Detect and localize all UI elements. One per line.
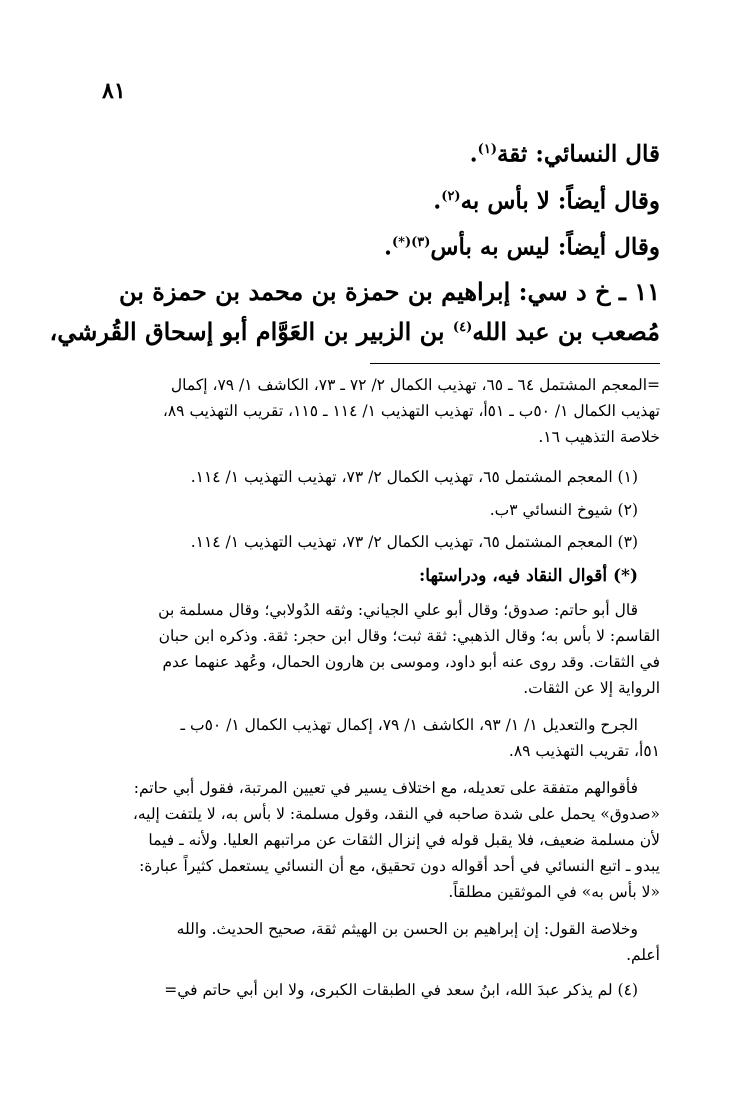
- analysis-paragraph-line: لأن مسلمة ضعيف، فلا يقبل قوله في إنزال الثقات عن مراتبهم العليا. ولأنه ـ فيما: [148, 831, 660, 849]
- sources-paragraph-line: ٥١أ، تقريب التهذيب ٨٩.: [508, 742, 660, 760]
- critics-heading: (*) أقوال النقاد فيه، ودراستها:: [419, 566, 638, 586]
- footnote-ref[interactable]: (٣)(*): [392, 235, 431, 250]
- footnote-continuation: تهذيب الكمال ١/ ٥٠ب ـ ٥١أ، تهذيب التهذيب ١/ ١١٤ ـ ١١٥، تقريب التهذيب ٨٩،: [162, 402, 660, 420]
- punctuation: .: [384, 233, 393, 261]
- footnote-2: (٢) شيوخ النسائي ٣ب.: [489, 501, 638, 519]
- footnote-continuation: خلاصة التذهيب ١٦.: [538, 428, 660, 446]
- narrator-line-2: [88, 183, 660, 216]
- footnote-ref[interactable]: (٢): [441, 189, 461, 204]
- analysis-paragraph-line: «صدوق» يحمل على شدة صاحبه في النقد، وقول مسلمة: لا بأس به، لا يلتفت إليه،: [132, 805, 660, 823]
- entry-heading-text: ١١ ـ خ د سي: إبراهيم بن حمزة بن محمد بن حمزة بن: [118, 277, 660, 306]
- analysis-paragraph-line: فأقوالهم متفقة على تعديله، مع اختلاف يسير في تعيين المرتبة، فقول أبي حاتم:: [133, 779, 638, 797]
- narrator-line-3: [88, 229, 660, 262]
- footnote-3: (٣) المعجم المشتمل ٦٥، تهذيب الكمال ٢/ ٧٣، تهذيب التهذيب ١/ ١١٤.: [190, 533, 638, 551]
- punctuation: .: [433, 187, 442, 215]
- footnote-divider: [370, 363, 660, 364]
- critics-paragraph-line: قال أبو حاتم: صدوق؛ وقال أبو علي الجياني: وثقه الدُولابي؛ وقال مسلمة بن: [158, 601, 638, 619]
- narrator-line-1: [88, 136, 660, 169]
- punctuation: .: [469, 140, 478, 168]
- entry-heading-text: بن الزبير بن العَوَّام أبو إسحاق القُرشي،: [49, 317, 453, 346]
- footnote-ref[interactable]: (٤): [452, 320, 473, 335]
- entry-heading-line-1: [88, 278, 660, 306]
- quote-text: قال النسائي: ثقة: [496, 140, 660, 168]
- entry-heading-line-2: [49, 314, 660, 346]
- quote-text: وقال أيضاً: لا بأس به: [460, 187, 660, 215]
- footnote-ref[interactable]: (١): [477, 142, 497, 157]
- page-number: ٨١: [102, 78, 126, 104]
- critics-paragraph-line: في الثقات. وقد روى عنه أبو داود، وموسى بن هارون الحمال، وعُهد عنهما عدم: [162, 653, 660, 671]
- analysis-paragraph-line: «لا بأس به» في الموثقين مطلقاً.: [448, 883, 660, 901]
- entry-heading-text: مُصعب بن عبد الله: [472, 317, 660, 346]
- conclusion-paragraph-line: وخلاصة القول: إن إبراهيم بن الحسن بن الهيثم ثقة، صحيح الحديث. والله: [176, 920, 638, 938]
- conclusion-paragraph-line: أعلم.: [626, 946, 660, 964]
- footnote-1: (١) المعجم المشتمل ٦٥، تهذيب الكمال ٢/ ٧٣، تهذيب التهذيب ١/ ١١٤.: [190, 468, 638, 486]
- critics-paragraph-line: القاسم: لا بأس به؛ وقال الذهبي: ثقة ثبت؛ وقال ابن حجر: ثقة. وذكره ابن حبان: [158, 627, 660, 645]
- sources-paragraph-line: الجرح والتعديل ١/ ١/ ٩٣، الكاشف ١/ ٧٩، إكمال تهذيب الكمال ١/ ٥٠ب ـ: [180, 716, 638, 734]
- quote-text: وقال أيضاً: ليس به بأس: [430, 233, 660, 261]
- footnote-continuation: =المعجم المشتمل ٦٤ ـ ٦٥، تهذيب الكمال ٢/ ٧٢ ـ ٧٣، الكاشف ١/ ٧٩، إكمال: [170, 376, 660, 394]
- critics-paragraph-line: الرواية إلا عن الثقات.: [523, 679, 660, 697]
- footnote-4: (٤) لم يذكر عبدَ الله، ابنُ سعد في الطبقات الكبرى، ولا ابن أبي حاتم في=: [164, 981, 638, 999]
- analysis-paragraph-line: يبدو ـ اتبع النسائي في أحد أقواله دون تحقيق، مع أن النسائي يستعمل كثيراً عبارة:: [139, 857, 660, 875]
